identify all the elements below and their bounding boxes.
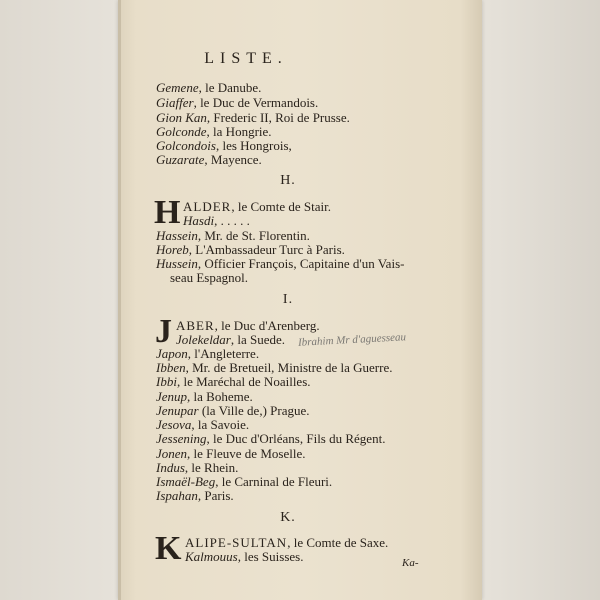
handwritten-annotation: Ibrahim Mr d'aguesseau (297, 331, 407, 349)
list-item: Golcondois, les Hongrois, (156, 138, 292, 153)
list-item: Hasdi, . . . . . (183, 213, 250, 228)
list-item: Horeb, L'Ambassadeur Turc à Paris. (156, 242, 345, 257)
list-item: Giaffer, le Duc de Vermandois. (156, 95, 319, 110)
list-item: Jolekeldar, la Suede. (176, 332, 286, 347)
list-item: Jessening, le Duc d'Orléans, Fils du Régent. (156, 431, 386, 446)
list-item: Jonen, le Fleuve de Moselle. (156, 446, 306, 461)
list-item: Hassein, Mr. de St. Florentin. (156, 228, 310, 243)
list-item: ALDER, le Comte de Stair. (183, 199, 331, 214)
list-item: Jenupar (la Ville de,) Prague. (156, 403, 310, 418)
list-item: Golconde, la Hongrie. (156, 124, 272, 139)
list-item: Ibbi, le Maréchal de Noailles. (156, 374, 311, 389)
drop-cap-k: K (155, 530, 182, 567)
list-item: Gion Kan, Frederic II, Roi de Prusse. (156, 110, 350, 125)
drop-cap-j: J (155, 313, 172, 350)
list-item: Indus, le Rhein. (156, 460, 239, 475)
list-item: Gemene, le Danube. (156, 80, 262, 95)
section-heading-h: H. (280, 173, 296, 188)
drop-cap-h: H (154, 194, 181, 231)
list-item-continuation: seau Espagnol. (170, 270, 248, 285)
list-item: Ismaël-Beg, le Carninal de Fleuri. (156, 474, 333, 489)
list-item: ALIPE-SULTAN, le Comte de Saxe. (185, 535, 389, 550)
list-item: Hussein, Officier François, Capitaine d'un Vais- (156, 256, 405, 271)
list-item: ABER, le Duc d'Arenberg. (176, 318, 320, 333)
list-item: Jesova, la Savoie. (156, 417, 250, 432)
list-item: Japon, l'Angleterre. (156, 346, 260, 361)
section-heading-k: K. (280, 510, 296, 525)
list-item: Guzarate, Mayence. (156, 152, 262, 167)
page-title: LISTE. (204, 50, 288, 67)
list-item: Ibben, Mr. de Bretueil, Ministre de la Guerre. (156, 360, 393, 375)
list-item: Ispahan, Paris. (156, 488, 234, 503)
catchword: Ka- (402, 557, 419, 569)
section-heading-i: I. (282, 292, 294, 307)
list-item: Jenup, la Boheme. (156, 389, 253, 404)
list-item: Kalmouus, les Suisses. (185, 549, 304, 564)
